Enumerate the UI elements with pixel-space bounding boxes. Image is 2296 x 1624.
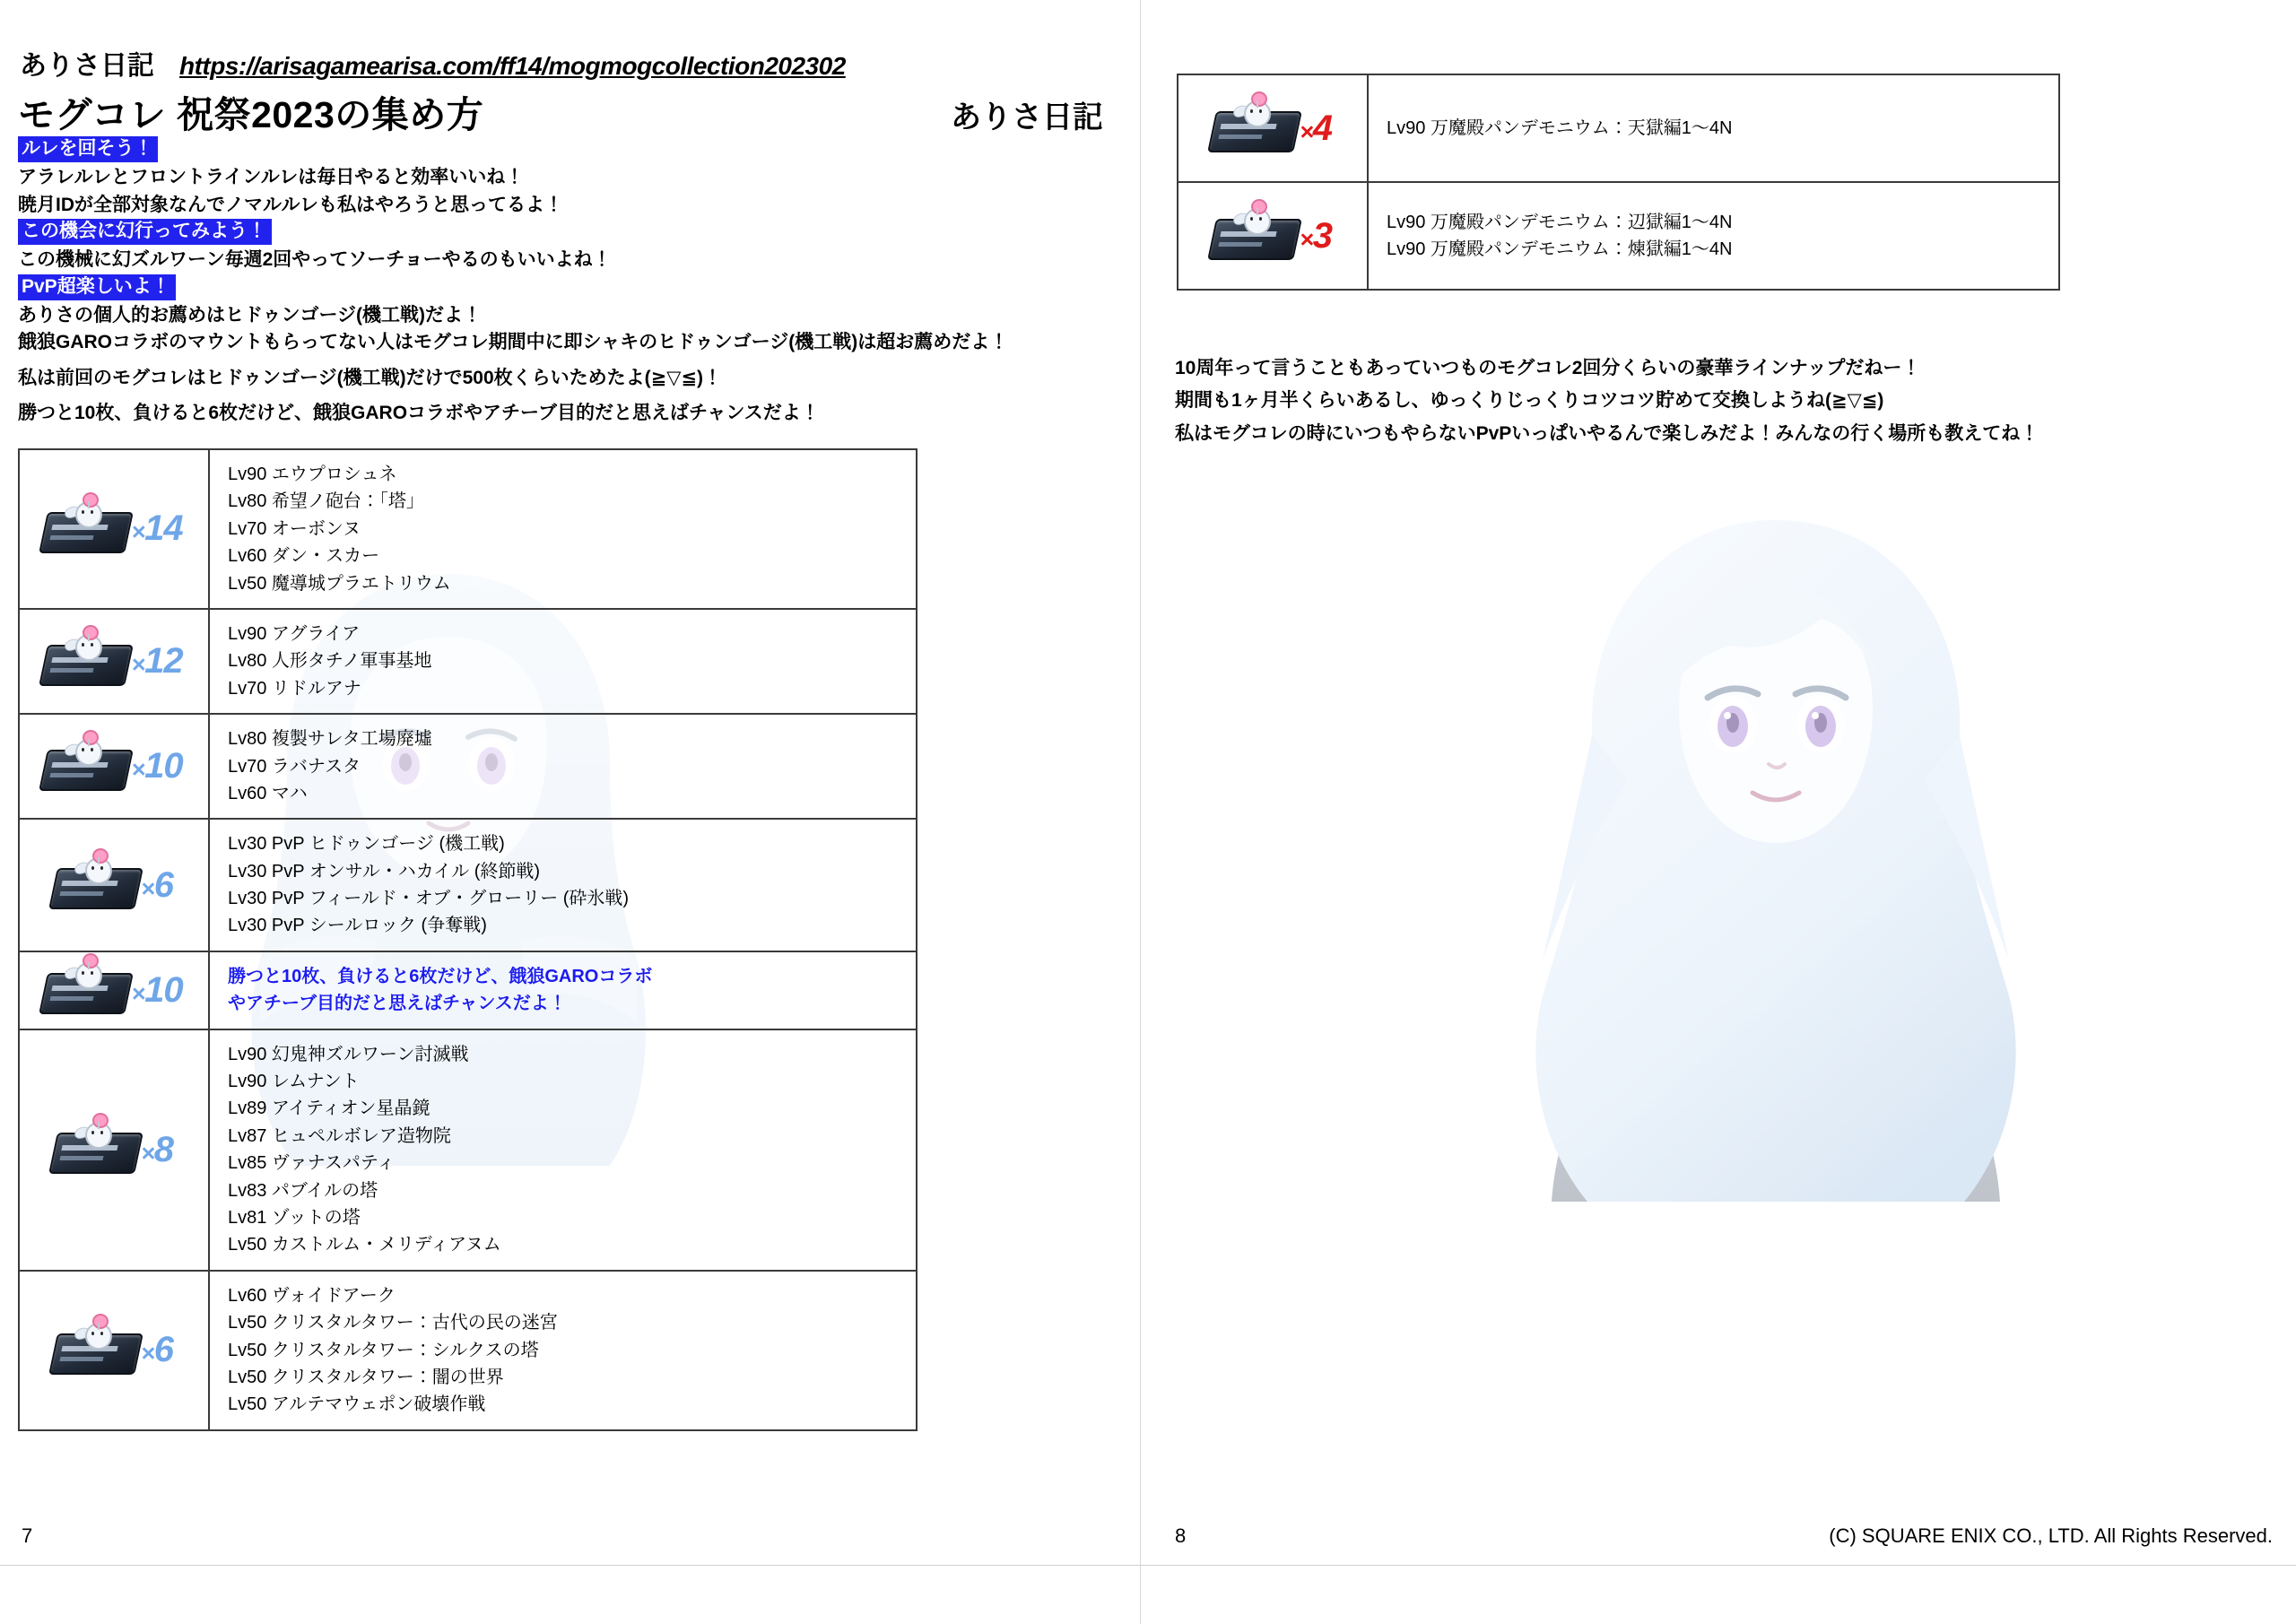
ticket-cell — [1178, 183, 1369, 289]
ticket-cell — [20, 610, 210, 713]
intro-heading-3: PvP超楽しいよ！ — [18, 274, 176, 300]
duty-entry: Lv50 クリスタルタワー：シルクスの塔 — [228, 1340, 539, 1360]
intro-line-2: 暁月IDが全部対象なんでノマルルレも私はやろうと思ってるよ！ — [18, 194, 563, 215]
duty-entry: Lv50 カストルム・メリディアヌム — [228, 1235, 501, 1255]
ticket-cell — [20, 1030, 210, 1270]
duty-list — [210, 450, 916, 608]
duty-list — [1369, 75, 2058, 181]
intro-line-5: 餓狼GAROコラボのマウントもらってない人はモグコレ期間中に即シャキのヒドゥンゴージ(機工戦)は超お薦めだよ！ — [18, 332, 1009, 353]
mogcole-ticket-icon — [1206, 206, 1303, 265]
duty-entry: Lv30 PvP ヒドゥンゴージ (機工戦) — [228, 834, 505, 855]
ticket-count: ×14 — [131, 508, 183, 549]
ticket-count: ×12 — [131, 641, 183, 682]
table-row — [20, 610, 916, 715]
table-row — [20, 1272, 916, 1429]
ticket-cell — [20, 952, 210, 1029]
intro-section — [18, 136, 1112, 427]
table-row — [20, 450, 916, 610]
right-note-line: 私はモグコレの時にいつもやらないPvPいっぱいやるんで楽しみだよ！みんなの行く場所も教えてね！ — [1175, 422, 2039, 444]
mogcole-ticket-icon — [48, 1321, 144, 1380]
table-row — [1178, 75, 2058, 183]
reward-table-left — [18, 448, 918, 1431]
intro-line-4: ありさの個人的お薦めはヒドゥンゴージ(機工戦)だよ！ — [18, 304, 483, 326]
intro-heading-1: ルレを回そう！ — [18, 136, 158, 162]
intro-heading-2: この機会に幻行ってみよう！ — [18, 219, 272, 245]
duty-entry: Lv50 アルテマウェポン破壊作戦 — [228, 1394, 486, 1415]
right-page — [1141, 0, 2296, 1624]
page-title: モグコレ 祝祭2023の集め方 — [18, 94, 484, 135]
ticket-cell — [20, 450, 210, 608]
table-row — [20, 952, 916, 1030]
duty-entry: Lv60 マハ — [228, 783, 308, 803]
duty-entry: Lv30 PvP シールロック (争奪戦) — [228, 916, 487, 936]
right-note-line: 10周年って言うこともあっていつものモグコレ2回分くらいの豪華ラインナップだねー！ — [1175, 358, 1921, 378]
duty-entry: Lv90 万魔殿パンデモニウム：煉獄編1〜4N — [1387, 239, 1733, 259]
site-header — [20, 43, 846, 83]
duty-list — [210, 1272, 916, 1429]
footer-divider — [0, 1565, 2296, 1566]
duty-entry: Lv85 ヴァナスパティ — [228, 1153, 396, 1174]
duty-entry: Lv90 万魔殿パンデモニウム：天獄編1〜4N — [1387, 117, 1733, 138]
duty-entry: Lv60 ダン・スカー — [228, 546, 380, 567]
duty-entry: Lv50 クリスタルタワー：古代の民の迷宮 — [228, 1313, 558, 1333]
site-url[interactable]: https://arisagamearisa.com/ff14/mogmogcollection202302 — [179, 52, 846, 80]
site-name: ありさ日記 — [20, 51, 154, 81]
ticket-cell — [1178, 75, 1369, 181]
intro-line-1: アラレルレとフロントラインルレは毎日やると効率いいね！ — [18, 167, 525, 188]
intro-line-7: 勝つと10枚、負けると6枚だけど、餓狼GAROコラボやアチーブ目的だと思えばチャンスだよ！ — [18, 403, 820, 424]
duty-entry: Lv90 アグライア — [228, 623, 361, 644]
table-row — [1178, 183, 2058, 289]
ticket-count: ×6 — [140, 1330, 174, 1370]
mogcole-ticket-icon — [38, 499, 135, 559]
pvp-note — [210, 952, 916, 1029]
author-name: ありさ日記 — [951, 100, 1103, 135]
copyright-notice: (C) SQUARE ENIX CO., LTD. All Rights Reserved. — [1829, 1524, 2273, 1547]
pvp-note-line: 勝つと10枚、負けると6枚だけど、餓狼GAROコラボ — [228, 966, 653, 986]
duty-entry: Lv50 魔導城プラエトリウム — [228, 573, 451, 594]
ticket-cell — [20, 1272, 210, 1429]
table-row — [20, 1030, 916, 1272]
duty-entry: Lv50 クリスタルタワー：闇の世界 — [228, 1367, 504, 1387]
reward-table-right — [1177, 74, 2060, 291]
ticket-cell — [20, 715, 210, 818]
mogcole-ticket-icon — [38, 960, 135, 1020]
right-note-line: 期間も1ヶ月半くらいあるし、ゆっくりじっくりコツコツ貯めて交換しようね(≧▽≦) — [1175, 390, 1884, 412]
ticket-count: ×10 — [131, 746, 183, 786]
mogcole-ticket-icon — [38, 737, 135, 796]
mogcole-ticket-icon — [38, 632, 135, 691]
duty-entry: Lv80 希望ノ砲台：「塔」 — [228, 491, 424, 512]
table-row — [20, 715, 916, 820]
duty-entry: Lv70 ラバナスタ — [228, 756, 361, 777]
ticket-count: ×6 — [140, 864, 174, 905]
duty-entry: Lv80 人形タチノ軍事基地 — [228, 651, 432, 672]
duty-entry: Lv70 オーボンヌ — [228, 518, 361, 539]
duty-list — [210, 610, 916, 713]
page-number-right: 8 — [1175, 1524, 1187, 1547]
title-row — [18, 85, 1103, 138]
duty-entry: Lv83 パブイルの塔 — [228, 1180, 378, 1201]
pvp-note-line: やアチーブ目的だと思えばチャンスだよ！ — [228, 994, 567, 1014]
mogcole-ticket-icon — [48, 1120, 144, 1179]
page-number-left: 7 — [22, 1524, 33, 1547]
duty-list — [210, 1030, 916, 1270]
duty-entry: Lv89 アイティオン星晶鏡 — [228, 1099, 430, 1119]
duty-entry: Lv70 リドルアナ — [228, 678, 361, 699]
ticket-count: ×4 — [1299, 108, 1333, 148]
mogcole-ticket-icon — [48, 855, 144, 915]
ticket-count: ×8 — [140, 1129, 174, 1169]
duty-entry: Lv30 PvP フィールド・オブ・グローリー (砕氷戦) — [228, 889, 630, 909]
duty-entry: Lv90 万魔殿パンデモニウム：辺獄編1〜4N — [1387, 212, 1733, 232]
duty-entry: Lv30 PvP オンサル・ハカイル (終節戦) — [228, 861, 541, 881]
duty-list — [1369, 183, 2058, 289]
mogcole-ticket-icon — [1206, 99, 1303, 158]
ticket-count: ×10 — [131, 969, 183, 1010]
intro-line-6: 私は前回のモグコレはヒドゥンゴージ(機工戦)だけで500枚くらいためたよ(≧▽≦)！ — [18, 367, 722, 388]
duty-entry: Lv90 エウプロシュネ — [228, 465, 397, 484]
ticket-count: ×3 — [1299, 215, 1333, 256]
duty-entry: Lv90 レムナント — [228, 1072, 360, 1092]
right-notes — [1175, 355, 2251, 453]
table-row — [20, 820, 916, 952]
duty-list — [210, 715, 916, 818]
left-page — [0, 0, 1141, 1624]
duty-entry: Lv90 幻鬼神ズルワーン討滅戦 — [228, 1044, 469, 1064]
intro-line-3: この機械に幻ズルワーン毎週2回やってソーチョーやるのもいいよね！ — [18, 249, 612, 271]
duty-entry: Lv87 ヒュペルボレア造物院 — [228, 1125, 451, 1146]
duty-entry: Lv81 ゾットの塔 — [228, 1207, 361, 1228]
duty-entry: Lv80 複製サレタ工場廃墟 — [228, 729, 432, 750]
ticket-cell — [20, 820, 210, 951]
duty-entry: Lv60 ヴォイドアーク — [228, 1285, 396, 1306]
duty-list — [210, 820, 916, 951]
